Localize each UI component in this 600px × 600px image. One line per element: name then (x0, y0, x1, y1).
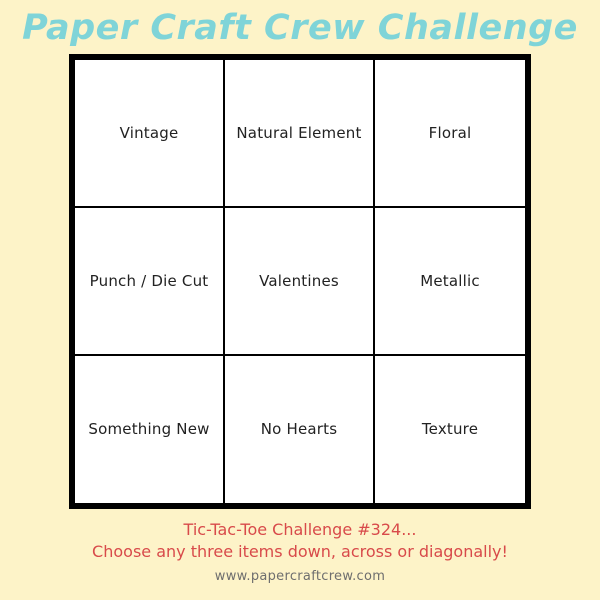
grid-cell[interactable] (375, 60, 525, 208)
grid-cell[interactable] (375, 356, 525, 504)
footer (40, 519, 560, 584)
grid-cell-label: Natural Element (236, 124, 362, 143)
challenge-number-text: Tic-Tac-Toe Challenge #324... (183, 520, 417, 540)
challenge-instructions-text: Choose any three items down, across or diagonally! (92, 541, 508, 561)
grid-cell[interactable] (225, 208, 375, 356)
grid-cell[interactable] (75, 60, 225, 208)
grid-cell[interactable] (225, 356, 375, 504)
grid-cell-label: Something New (88, 420, 210, 439)
grid-cell-label: No Hearts (260, 420, 338, 439)
grid-cell-label: Punch / Die Cut (89, 271, 209, 290)
grid-cell-label: Vintage (119, 124, 179, 143)
grid-cell-label: Valentines (259, 271, 339, 290)
website-url[interactable]: www.papercraftcrew.com (214, 569, 386, 585)
grid-cell-label: Metallic (420, 271, 480, 290)
grid-cell[interactable] (225, 60, 375, 208)
tic-tac-toe-grid (69, 54, 531, 509)
grid-cell[interactable] (375, 208, 525, 356)
grid-cell-label: Texture (421, 420, 479, 439)
grid-cell-label: Floral (428, 124, 472, 143)
grid-cell[interactable] (75, 356, 225, 504)
page-title: Paper Craft Crew Challenge (22, 8, 578, 48)
grid-cell[interactable] (75, 208, 225, 356)
